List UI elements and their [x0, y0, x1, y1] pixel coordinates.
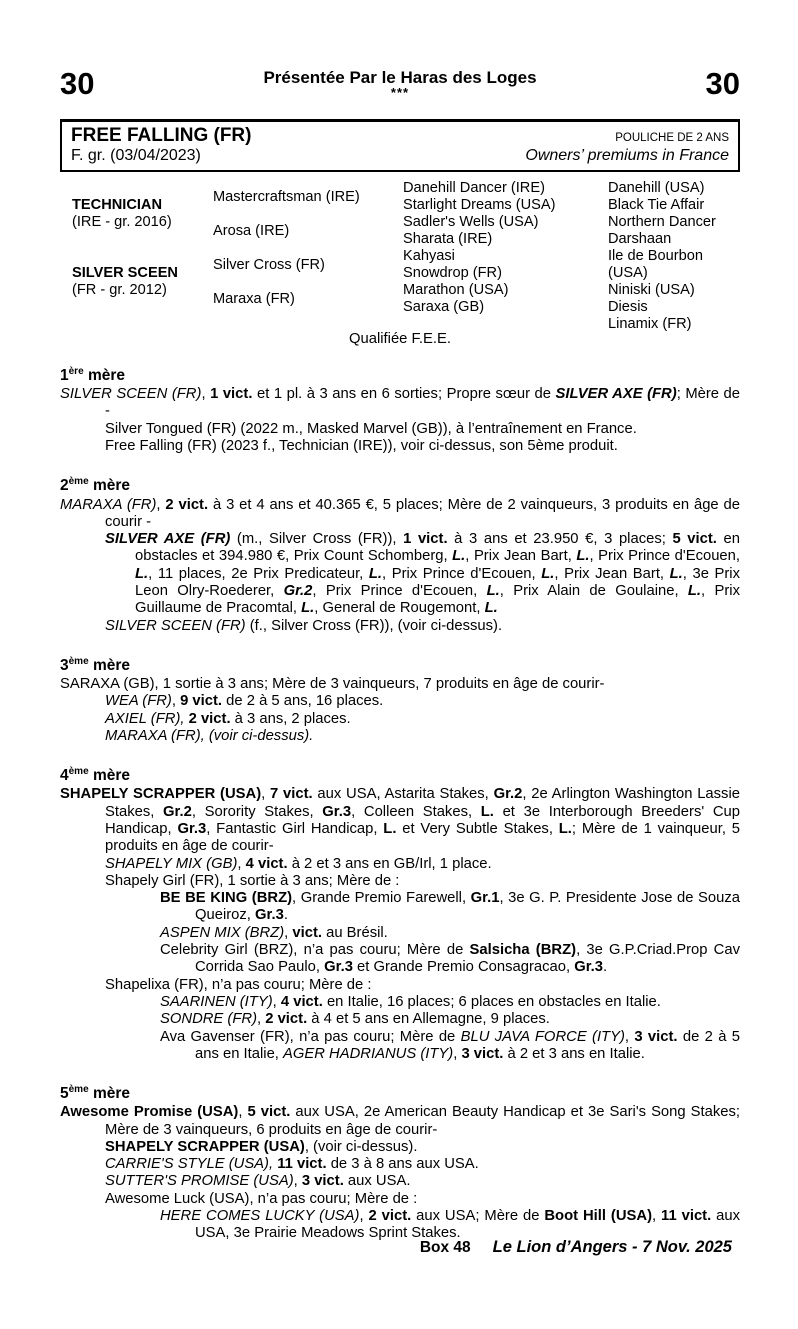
text-run: 9 vict.: [180, 693, 223, 710]
mare-section: [60, 652, 740, 745]
text-run: L.: [135, 565, 149, 582]
text-run: SUTTER'S PROMISE (USA): [105, 1173, 294, 1190]
text-run: (f., Silver Cross (FR)), (voir ci-dessus).: [245, 617, 503, 634]
text-run: L.: [576, 548, 590, 565]
text-run: L.: [452, 548, 466, 565]
text-run: en obstacles et 394.980 €, Prix Count Schomberg,: [135, 531, 740, 565]
text-run: ,: [652, 1208, 662, 1225]
pedigree-ancestor: Niniski (USA): [608, 282, 695, 298]
pedigree-paragraph: [60, 1173, 740, 1190]
text-run: ,: [359, 1208, 369, 1225]
text-run: , Prix Jean Bart,: [554, 565, 670, 582]
text-run: en Italie, 16 places; 6 places en obstacles en Italie.: [322, 993, 661, 1010]
section-number: 2: [60, 477, 69, 495]
pedigree-paragraph: [60, 438, 740, 455]
text-run: à 4 et 5 ans en Allemagne, 9 places.: [307, 1011, 550, 1028]
text-run: , Prix Jean Bart,: [465, 548, 577, 565]
pedigree-generation-1: [72, 180, 212, 316]
section-heading: [60, 472, 740, 495]
lot-number-right: 30: [705, 66, 740, 101]
text-run: aux USA; Mère de: [411, 1208, 545, 1225]
text-run: AXIEL (FR),: [105, 710, 185, 727]
text-run: , Prix Prince d'Ecouen,: [382, 565, 542, 582]
text-run: à 2 et 3 ans en GB/Irl, 1 place.: [287, 855, 492, 872]
text-run: L.: [480, 803, 494, 820]
pedigree-paragraph: [60, 618, 740, 635]
horse-name-row: [71, 125, 729, 146]
ancestor-origin: (FR - gr. 2012): [72, 282, 167, 298]
ancestor-origin: (IRE - gr. 2016): [72, 214, 172, 230]
text-run: ,: [284, 924, 293, 941]
text-run: , Prix Guillaume de Pracomtal,: [135, 582, 740, 617]
text-run: BLU JAVA FORCE (ITY): [460, 1028, 625, 1045]
section-number-suffix: ème: [68, 1084, 89, 1096]
pedigree-paragraph: [60, 786, 740, 855]
pedigree-paragraph: [60, 1011, 740, 1028]
pedigree-ancestor: Silver Cross (FR): [213, 256, 325, 273]
text-run: 4 vict.: [245, 855, 288, 872]
section-number-suffix: ème: [68, 476, 89, 488]
section-heading: [60, 762, 740, 785]
text-run: Gr.3: [574, 959, 603, 976]
pedigree-ancestor: Danehill Dancer (IRE): [403, 180, 545, 196]
text-run: SILVER SCEEN (FR): [60, 386, 202, 403]
section-word: mère: [88, 657, 131, 675]
text-run: ; Mère de 1 vainqueur, 5 produits en âge de courir-: [105, 820, 740, 855]
text-run: 11 vict.: [277, 1156, 327, 1173]
pedigree-paragraph: [60, 728, 740, 745]
text-run: Celebrity Girl (BRZ), n’a pas couru; Mère de: [160, 942, 470, 959]
text-run: MARAXA (FR): [60, 496, 157, 513]
text-run: Gr.2: [493, 786, 523, 803]
pedigree-ancestor: Kahyasi: [403, 248, 455, 264]
text-run: à 3 ans et 23.950 €, 3 places;: [447, 531, 673, 548]
text-run: L.: [669, 565, 683, 582]
text-run: de 2 à 5 ans, 16 places.: [222, 693, 384, 710]
section-heading: [60, 1080, 740, 1103]
ancestor-name: TECHNICIAN: [72, 197, 162, 213]
text-run: , Prix Prince d'Ecouen,: [589, 548, 740, 565]
pedigree-paragraph: [60, 386, 740, 421]
mare-section: [60, 1080, 740, 1243]
horse-name: FREE FALLING (FR): [71, 125, 252, 146]
text-run: à 3 ans, 2 places.: [230, 710, 351, 727]
text-run: Free Falling (FR) (2023 f., Technician (IRE)), voir ci-dessus, son 5ème produit.: [105, 438, 618, 455]
text-run: 3 vict.: [301, 1173, 344, 1190]
text-run: , 3e G.P.Criad.Prop Cav Corrida Sao Paulo,: [195, 942, 740, 976]
section-heading: [60, 652, 740, 675]
section-number: 5: [60, 1085, 69, 1103]
text-run: ; Mère de -: [105, 386, 741, 420]
text-run: vict.: [292, 924, 322, 941]
text-run: .: [602, 959, 608, 976]
ancestor-name: SILVER SCEEN: [72, 265, 178, 281]
horse-details: F. gr. (03/04/2023): [71, 147, 201, 164]
text-run: Gr.3: [255, 907, 284, 924]
mare-section: [60, 472, 740, 635]
pedigree-ancestor: Sadler's Wells (USA): [403, 214, 539, 230]
text-run: BE BE KING (BRZ): [160, 890, 293, 907]
text-run: , Colleen Stakes,: [351, 803, 481, 820]
pedigree-paragraph: [60, 942, 740, 977]
text-run: 5 vict.: [672, 531, 717, 548]
pedigree-generation-4: [608, 180, 740, 333]
section-number: 4: [60, 767, 69, 785]
pedigree-ancestor: Arosa (IRE): [213, 222, 290, 239]
horse-details-row: [71, 146, 729, 165]
section-number-suffix: ère: [68, 366, 84, 377]
pedigree-ancestor: Snowdrop (FR): [403, 265, 502, 281]
text-run: SILVER AXE (FR): [105, 531, 231, 548]
text-run: de 3 à 8 ans aux USA.: [326, 1156, 479, 1173]
pedigree-table: [60, 180, 740, 332]
text-run: (m., Silver Cross (FR)),: [230, 531, 404, 548]
text-run: L.: [558, 820, 572, 837]
pedigree-paragraph: [60, 676, 740, 693]
text-run: SARAXA (GB), 1 sortie à 3 ans; Mère de 3 vainqueurs, 7 produits en âge de courir-: [60, 676, 605, 693]
consignor-title: Présentée Par le Haras des Loges: [263, 68, 537, 87]
text-run: Gr.3: [177, 820, 207, 837]
text-run: ,: [453, 1045, 462, 1062]
pedigree-paragraph: [60, 1156, 740, 1173]
qualification-note: Qualifiée F.E.E.: [349, 331, 451, 347]
text-run: et Very Subtle Stakes,: [396, 820, 559, 837]
stars-separator: ***: [390, 85, 410, 100]
section-number: 3: [60, 657, 69, 675]
pedigree-paragraph: [60, 1029, 740, 1064]
text-run: Boot Hill (USA): [544, 1208, 653, 1225]
text-run: Salsicha (BRZ): [469, 942, 577, 959]
section-word: mère: [88, 1085, 131, 1103]
section-word: mère: [88, 477, 131, 495]
text-run: aux USA, Astarita Stakes,: [312, 786, 494, 803]
page-footer: [60, 1238, 732, 1257]
pedigree-ancestor: Black Tie Affair: [608, 197, 705, 213]
text-run: Shapelixa (FR), n’a pas couru; Mère de :: [105, 976, 372, 993]
text-run: WEA (FR): [105, 693, 172, 710]
pedigree-ancestor: Danehill (USA): [608, 180, 705, 196]
sale-venue-date: Le Lion d’Angers - 7 Nov. 2025: [492, 1238, 732, 1256]
text-run: aux USA, 2e American Beauty Handicap et 3e Sari's Song Stakes; Mère de 3 vainqueurs, 6 produits en âge de courir-: [105, 1104, 740, 1138]
pedigree-paragraph: [60, 1104, 740, 1139]
text-run: au Brésil.: [321, 924, 388, 941]
pedigree-ancestor: Marathon (USA): [403, 282, 509, 298]
text-run: SILVER SCEEN (FR): [105, 617, 246, 634]
pedigree-ancestor: Starlight Dreams (USA): [403, 197, 556, 213]
pedigree-paragraph: [60, 693, 740, 710]
text-run: Awesome Promise (USA): [60, 1104, 239, 1121]
horse-category: POULICHE DE 2 ANS: [615, 132, 729, 144]
text-run: SHAPELY MIX (GB): [105, 855, 238, 872]
text-run: 7 vict.: [270, 786, 313, 803]
text-run: Ava Gavenser (FR), n’a pas couru; Mère de: [160, 1028, 461, 1045]
text-run: et 1 pl. à 3 ans en 6 sorties; Propre sœur de: [252, 386, 556, 403]
text-run: Gr.2: [283, 582, 313, 599]
text-run: Gr.1: [470, 890, 500, 907]
text-run: L.: [368, 565, 383, 582]
text-run: , 2e Arlington Washington Lassie Stakes,: [105, 786, 740, 820]
text-run: , 3e G. P. Presidente Jose de Souza Queiroz,: [195, 890, 741, 924]
pedigree-generation-2: [213, 180, 401, 316]
text-run: , Fantastic Girl Handicap,: [206, 820, 384, 837]
text-run: aux USA, 3e Prairie Meadows Sprint Stakes.: [195, 1208, 740, 1242]
text-run: Gr.2: [163, 803, 192, 820]
owners-premiums-note: Owners’ premiums in France: [525, 147, 729, 164]
text-run: ,: [624, 1028, 635, 1045]
pedigree-paragraph: [60, 1191, 740, 1208]
pedigree-ancestor: Linamix (FR): [608, 316, 692, 332]
text-run: , Grande Premio Farewell,: [292, 890, 471, 907]
text-run: Awesome Luck (USA), n’a pas couru; Mère de :: [105, 1190, 418, 1207]
pedigree-ancestor: Darshaan: [608, 231, 672, 247]
text-run: , Sorority Stakes,: [191, 803, 323, 820]
text-run: et 3e Interborough Breeders' Cup Handicap,: [105, 803, 740, 837]
pedigree-ancestor: Diesis: [608, 299, 648, 315]
text-run: SAARINEN (ITY): [160, 993, 273, 1010]
section-number-suffix: ème: [68, 766, 89, 778]
text-run: 5 vict.: [247, 1104, 291, 1121]
section-number-suffix: ème: [68, 655, 89, 667]
text-run: ,: [201, 386, 211, 403]
text-run: 2 vict.: [188, 710, 231, 727]
text-run: , General de Rougemont,: [314, 600, 485, 617]
text-run: HERE COMES LUCKY (USA): [160, 1208, 360, 1225]
text-run: ASPEN MIX (BRZ): [160, 924, 285, 941]
text-run: 11 vict.: [661, 1208, 712, 1225]
text-run: 2 vict.: [265, 1011, 308, 1028]
text-run: 3 vict.: [461, 1045, 504, 1062]
text-run: ,: [272, 993, 281, 1010]
mare-section: [60, 762, 740, 1063]
text-run: ,: [261, 786, 271, 803]
text-run: 3 vict.: [634, 1028, 678, 1045]
text-run: 4 vict.: [280, 993, 323, 1010]
pedigree-paragraph: [60, 497, 740, 532]
lot-number-left: 30: [60, 66, 95, 101]
text-run: , Prix Prince d'Ecouen,: [312, 582, 487, 599]
text-run: Gr.3: [324, 959, 353, 976]
pedigree-ancestor: [72, 180, 212, 248]
section-word: mère: [83, 367, 126, 385]
text-run: ,: [257, 1011, 266, 1028]
text-run: L.: [486, 582, 500, 599]
text-run: Gr.3: [322, 803, 352, 820]
text-run: Silver Tongued (FR) (2022 m., Masked Marvel (GB)), à l’entraînement en France.: [105, 420, 637, 437]
text-run: SONDRE (FR): [160, 1011, 257, 1028]
mare-section: [60, 362, 740, 455]
text-run: ,: [293, 1173, 302, 1190]
pedigree-ancestor: Saraxa (GB): [403, 299, 485, 315]
horse-header-box: [60, 119, 740, 172]
text-run: SHAPELY SCRAPPER (USA): [105, 1138, 305, 1155]
text-run: aux USA.: [343, 1173, 411, 1190]
pedigree-paragraph: [60, 873, 740, 890]
pedigree-paragraph: [60, 531, 740, 617]
text-run: 1 vict.: [210, 386, 253, 403]
text-run: , (voir ci-dessus).: [304, 1138, 418, 1155]
pedigree-generation-3: [403, 180, 603, 316]
text-run: Shapely Girl (FR), 1 sortie à 3 ans; Mère de :: [105, 872, 400, 889]
mare-sections: [60, 362, 740, 1243]
pedigree-paragraph: [60, 890, 740, 925]
section-heading: [60, 362, 740, 385]
text-run: ,: [238, 1104, 248, 1121]
text-run: , Prix Alain de Goulaine,: [499, 582, 688, 599]
pedigree-ancestor: Sharata (IRE): [403, 231, 493, 247]
text-run: CARRIE'S STYLE (USA),: [105, 1156, 274, 1173]
text-run: L.: [383, 820, 397, 837]
text-run: ,: [171, 693, 181, 710]
text-run: ,: [237, 855, 246, 872]
text-run: , 11 places, 2e Prix Predicateur,: [148, 565, 369, 582]
pedigree-paragraph: [60, 856, 740, 873]
pedigree-paragraph: [60, 977, 740, 994]
consignor-block: [150, 68, 650, 98]
page-header: [60, 68, 740, 99]
pedigree-ancestor: Mastercraftsman (IRE): [213, 188, 360, 205]
text-run: SILVER AXE (FR): [555, 386, 677, 403]
text-run: L.: [484, 600, 498, 617]
pedigree-ancestor: Northern Dancer: [608, 214, 716, 230]
text-run: MARAXA (FR), (voir ci-dessus).: [105, 727, 314, 744]
text-run: , 3e Prix Leon Olry-Roederer,: [135, 565, 740, 599]
text-run: et Grande Premio Consagracao,: [352, 959, 575, 976]
pedigree-ancestor: Maraxa (FR): [213, 290, 295, 307]
pedigree-paragraph: [60, 925, 740, 942]
text-run: de 2 à 5 ans en Italie,: [195, 1028, 741, 1062]
text-run: .: [283, 907, 288, 924]
text-run: à 2 et 3 ans en Italie.: [503, 1045, 645, 1062]
text-run: L.: [541, 565, 555, 582]
text-run: ,: [156, 496, 166, 513]
text-run: SHAPELY SCRAPPER (USA): [60, 786, 262, 803]
section-word: mère: [88, 767, 131, 785]
text-run: à 3 et 4 ans et 40.365 €, 5 places; Mère de 2 vainqueurs, 3 produits en âge de courir -: [105, 496, 740, 530]
pedigree-paragraph: [60, 1139, 740, 1156]
section-number: 1: [60, 367, 69, 385]
text-run: 2 vict.: [165, 496, 209, 513]
pedigree-paragraph: [60, 711, 740, 728]
text-run: L.: [301, 600, 315, 617]
pedigree-ancestor: Ile de Bourbon (USA): [608, 248, 703, 281]
text-run: 2 vict.: [368, 1208, 412, 1225]
box-number: Box 48: [419, 1239, 471, 1256]
text-run: AGER HADRIANUS (ITY): [283, 1045, 454, 1062]
pedigree-paragraph: [60, 994, 740, 1011]
pedigree-paragraph: [60, 421, 740, 438]
text-run: L.: [687, 582, 702, 599]
pedigree-ancestor: [72, 248, 212, 316]
text-run: 1 vict.: [403, 531, 448, 548]
